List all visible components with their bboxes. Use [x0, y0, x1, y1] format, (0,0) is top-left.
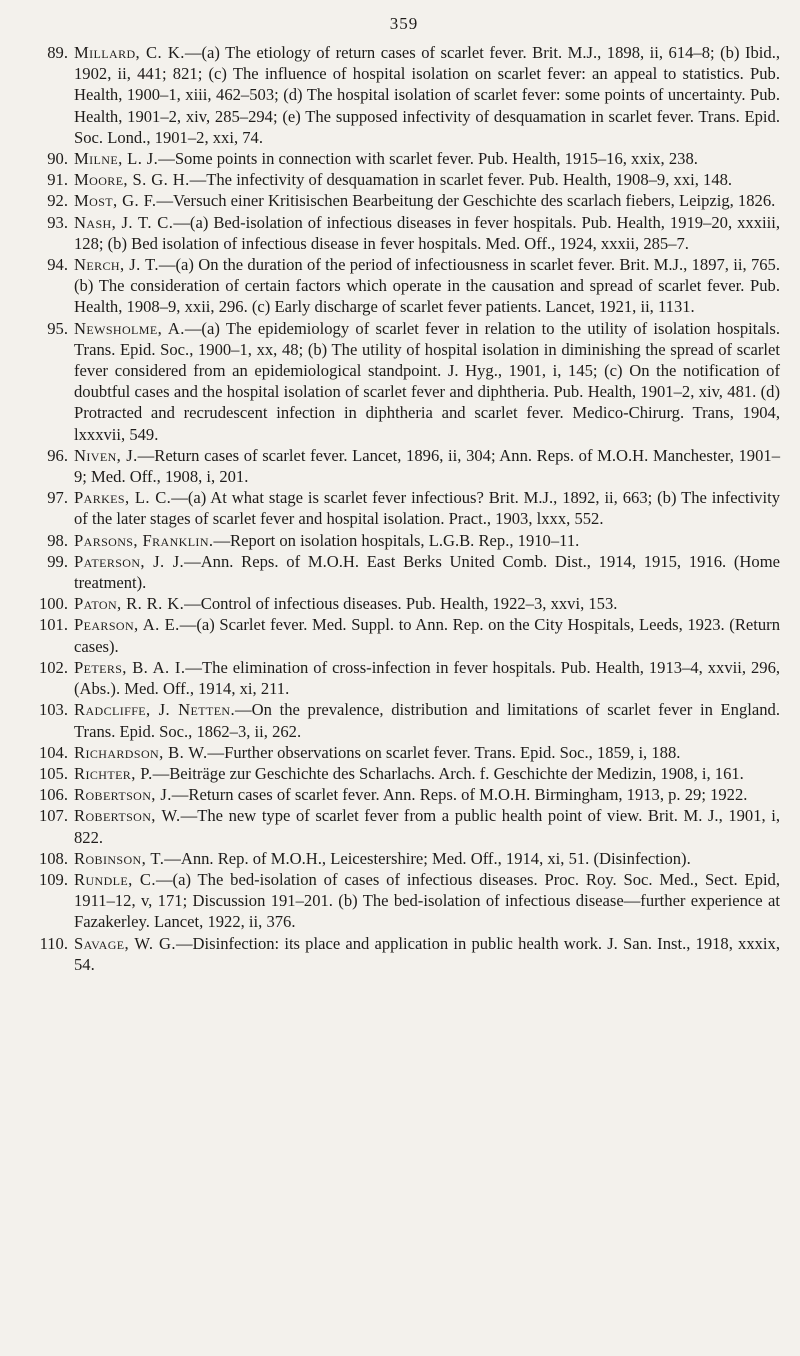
- reference-text: —Disinfection: its place and application in public health work. J. San. Inst., 1918, xxxix, 54.: [74, 933, 780, 974]
- reference-text: —Beiträge zur Geschichte des Scharlachs. Arch. f. Geschichte der Medizin, 1908, i, 161.: [152, 763, 744, 783]
- reference-text: —(a) Scarlet fever. Med. Suppl. to Ann. Rep. on the City Hospitals, Leeds, 1923. (Return cases).: [74, 615, 780, 656]
- reference-text: —(a) At what stage is scarlet fever infectious? Brit. M.J., 1892, ii, 663; (b) The infectivity of the later stages of scarlet fever and hospital isolation. Pract., 1903, lxxx, 552.: [74, 488, 780, 529]
- reference-text: —(a) The etiology of return cases of scarlet fever. Brit. M.J., 1898, ii, 614–8; (b) Ibid., 1902, ii, 441; 821; (c) The influence of hospital isolation on scarlet fever: an appeal to statistics. Pub. Health, 1900–1, xiii, 462–503; (d) The hospital isolation of scarlet fever: some points of uncertainty. Pub. Health, 1901–2, xiv, 285–294; (e) The supposed infectivity of desquamation in scarlet fever. Trans. Epid. Soc. Lond., 1901–2, xxi, 74.: [74, 43, 780, 147]
- reference-number: 91.: [47, 170, 68, 190]
- reference-number: 98.: [47, 530, 68, 550]
- page-number: 359: [389, 14, 419, 33]
- reference-entry: [28, 42, 780, 148]
- reference-number: 102.: [38, 657, 68, 677]
- reference-number: 94.: [47, 255, 68, 275]
- reference-author: Rundle, C.: [74, 869, 156, 889]
- reference-text: —Further observations on scarlet fever. Trans. Epid. Soc., 1859, i, 188.: [207, 742, 681, 762]
- reference-text: —On the prevalence, distribution and limitations of scarlet fever in England. Trans. Epid. Soc., 1862–3, ii, 262.: [74, 700, 780, 741]
- reference-author: Parkes, L. C.: [74, 488, 172, 508]
- reference-author: Paterson, J. J.: [74, 551, 185, 571]
- reference-number: 99.: [47, 551, 68, 571]
- reference-author: Savage, W. G.: [74, 933, 176, 953]
- reference-text: —The elimination of cross-infection in fever hospitals. Pub. Health, 1913–4, xxvii, 296, (Abs.). Med. Off., 1914, xi, 211.: [74, 657, 781, 699]
- reference-text: —(a) The epidemiology of scarlet fever in relation to the utility of isolation hospitals. Trans. Epid. Soc., 1900–1, xx, 48; (b) The utility of hospital isolation in diminishing the spread of scarlet fever considered from an epidemiological standpoint. J. Hyg., 1901, i, 145; (c) On the notification of doubtful cases and the hospital isolation of scarlet fever and diphtheria. Pub. Health, 1901–2, xiv, 481. (d) Protracted and recrudescent infection in diphtheria and scarlet fever. Medico-Chirurg. Trans, 1904, lxxxvii, 549.: [74, 318, 780, 444]
- reference-entry: [28, 190, 780, 211]
- reference-entry: [28, 933, 780, 975]
- reference-number: 90.: [47, 149, 68, 169]
- reference-author: Moore, S. G. H.: [74, 170, 190, 190]
- reference-author: Parsons, Franklin.: [74, 530, 214, 550]
- reference-text: —Control of infectious diseases. Pub. Health, 1922–3, xxvi, 153.: [184, 594, 618, 614]
- reference-text: —(a) Bed-isolation of infectious diseases in fever hospitals. Pub. Health, 1919–20, xxxiii, 128; (b) Bed isolation of infectious disease in fever hospitals. Med. Off., 1924, xxxii, 285–7.: [74, 212, 780, 253]
- reference-entry: [28, 763, 780, 784]
- reference-number: 109.: [38, 869, 68, 889]
- reference-text: —Versuch einer Kritisischen Bearbeitung der Geschichte des scarlach fiebers, Leipzig, 1826.: [156, 191, 776, 211]
- reference-text: —Report on isolation hospitals, L.G.B. Rep., 1910–11.: [213, 530, 580, 550]
- reference-text: —The infectivity of desquamation in scarlet fever. Pub. Health, 1908–9, xxi, 148.: [189, 170, 733, 190]
- reference-entry: [28, 657, 780, 699]
- reference-entry: [28, 614, 780, 656]
- reference-author: Richardson, B. W.: [74, 742, 208, 762]
- reference-number: 107.: [38, 806, 68, 826]
- reference-text: —Return cases of scarlet fever. Lancet, 1896, ii, 304; Ann. Reps. of M.O.H. Manchester, 1901–9; Med. Off., 1908, i, 201.: [74, 445, 780, 487]
- reference-number: 106.: [38, 785, 68, 805]
- reference-text: —Ann. Reps. of M.O.H. East Berks United Comb. Dist., 1914, 1915, 1916. (Home treatment).: [74, 551, 780, 593]
- reference-text: —Return cases of scarlet fever. Ann. Reps. of M.O.H. Birmingham, 1913, p. 29; 1922.: [171, 785, 748, 805]
- reference-author: Milne, L. J.: [74, 149, 159, 169]
- reference-entry: [28, 148, 780, 169]
- reference-number: 104.: [38, 742, 68, 762]
- reference-author: Most, G. F.: [74, 191, 157, 211]
- reference-entry: [28, 742, 780, 763]
- reference-entry: [28, 487, 780, 529]
- reference-number: 103.: [38, 700, 68, 720]
- reference-text: —Some points in connection with scarlet fever. Pub. Health, 1915–16, xxix, 238.: [158, 149, 698, 169]
- reference-entry: [28, 212, 780, 254]
- reference-entry: [28, 805, 780, 847]
- reference-author: Robinson, T.: [74, 848, 165, 868]
- reference-author: Pearson, A. E.: [74, 615, 180, 635]
- reference-list: [28, 42, 780, 975]
- reference-author: Peters, B. A. I.: [74, 657, 186, 677]
- reference-number: 97.: [47, 488, 68, 508]
- reference-number: 89.: [47, 43, 68, 62]
- reference-entry: [28, 530, 780, 551]
- reference-text: —The new type of scarlet fever from a public health point of view. Brit. M. J., 1901, i, 822.: [74, 806, 780, 847]
- reference-entry: [28, 445, 780, 487]
- reference-number: 110.: [39, 933, 68, 953]
- reference-entry: [28, 699, 780, 741]
- reference-entry: [28, 784, 780, 805]
- reference-text: —(a) On the duration of the period of infectiousness in scarlet fever. Brit. M.J., 1897, ii, 765. (b) The consideration of certain factors which operate in the causation and spread of scarlet fever. Pub. Health, 1908–9, xxii, 296. (c) Early discharge of scarlet fever patients. Lancet, 1921, ii, 1131.: [74, 255, 780, 317]
- reference-text: —Ann. Rep. of M.O.H., Leicestershire; Med. Off., 1914, xi, 51. (Disinfection).: [164, 848, 691, 868]
- reference-number: 105.: [38, 763, 68, 783]
- reference-number: 100.: [38, 594, 68, 614]
- reference-number: 92.: [47, 191, 68, 211]
- reference-number: 108.: [38, 848, 68, 868]
- reference-author: Millard, C. K.: [74, 43, 185, 62]
- reference-entry: [28, 254, 780, 318]
- reference-author: Niven, J.: [74, 445, 138, 465]
- reference-entry: [28, 593, 780, 614]
- reference-entry: [28, 169, 780, 190]
- reference-author: Paton, R. R. K.: [74, 594, 185, 614]
- reference-author: Nerch, J. T.: [74, 255, 159, 275]
- reference-entry: [28, 551, 780, 593]
- reference-author: Radcliffe, J. Netten.: [74, 700, 236, 720]
- reference-entry: [28, 869, 780, 933]
- reference-text: —(a) The bed-isolation of cases of infectious diseases. Proc. Roy. Soc. Med., Sect. Epid, 1911–12, v, 171; Discussion 191–201. (b) The bed-isolation of infectious disease—further experience at Fazakerley. Lancet, 1922, ii, 376.: [74, 869, 780, 932]
- reference-author: Nash, J. T. C.: [74, 212, 174, 232]
- reference-number: 101.: [38, 615, 68, 635]
- reference-author: Robertson, W.: [74, 806, 181, 826]
- reference-number: 96.: [47, 445, 68, 465]
- reference-number: 93.: [47, 212, 68, 232]
- reference-author: Robertson, J.: [74, 785, 172, 805]
- reference-number: 95.: [47, 318, 68, 338]
- reference-author: Richter, P.: [74, 763, 153, 783]
- reference-entry: [28, 848, 780, 869]
- reference-author: Newsholme, A.: [74, 318, 185, 338]
- reference-entry: [28, 318, 780, 445]
